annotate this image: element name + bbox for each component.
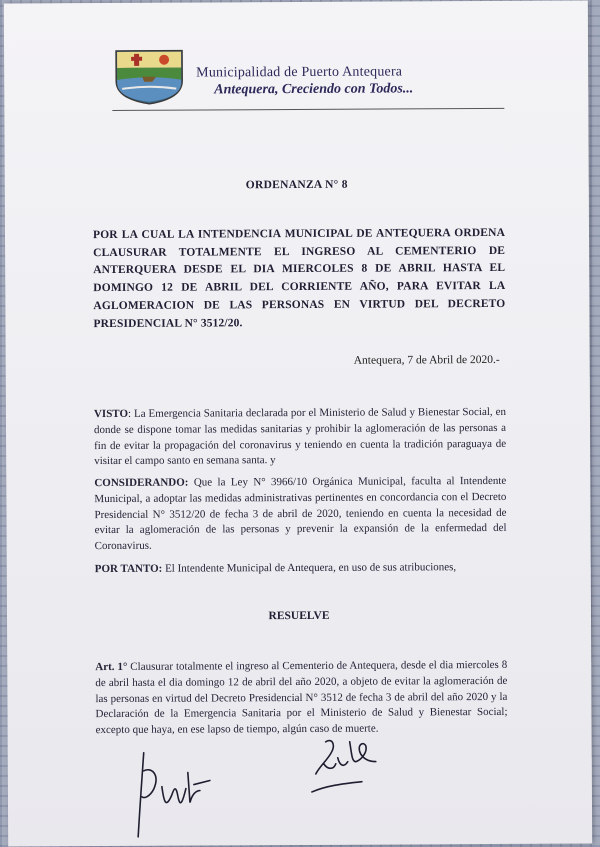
signature-right — [306, 734, 384, 800]
por-tanto-text: El Intendente Municipal de Antequera, en uso de sus atribuciones, — [162, 561, 457, 575]
document-date: Antequera, 7 de Abril de 2020.- — [353, 353, 500, 367]
article-1-paragraph — [95, 658, 507, 739]
visto-label: VISTO — [93, 407, 129, 421]
signature-left — [132, 744, 223, 840]
considerando-paragraph — [94, 474, 506, 555]
document-page — [4, 0, 592, 846]
ordinance-title: ORDENANZA N° 8 — [245, 178, 348, 192]
visto-paragraph — [94, 405, 506, 470]
por-tanto-paragraph — [95, 560, 507, 578]
considerando-text: Que la Ley N° 3966/10 Orgánica Municipal, faculta al Intendente Municipal, a adoptar las medidas administrativas pertinentes en concordancia con el Decreto Presidencial N° 3512/20 de fecha 3 de abril de 2020, teniendo en cuenta la necesidad de evitar la aglomeración de las personas y prevenir la expansión de la enfermedad del Coronavirus. — [94, 474, 507, 553]
ordinance-heading: POR LA CUAL LA INTENDENCIA MUNICIPAL DE ANTEQUERA ORDENA CLAUSURAR TOTALMENTE EL INGRESO AL CEMENTERIO DE ANTERQUERA DESDE EL DIA MIERCOLES 8 DE ABRIL HASTA EL DOMINGO 12 DE ABRIL DEL CORRIENTE AÑO, PARA EVITAR LA AGLOMERACION DE LAS PERSONAS EN VIRTUD DEL DECRETO PRESIDENCIAL N° 3512/20. — [92, 226, 506, 330]
resuelve-heading: RESUELVE — [268, 609, 330, 623]
article-1-label: Art. 1° — [95, 660, 128, 674]
por-tanto-label: POR TANTO: — [94, 562, 163, 576]
letterhead-divider — [112, 108, 504, 111]
article-1-text: Clausurar totalmente el ingreso al Cementerio de Antequera, desde el dia miercoles 8 de abril hasta el dia domingo 12 de abril del año 2020, a objeto de evitar la aglomeración de las personas en virtud del Decreto Presidencial N° 3512 de fecha 3 de abril del año 2020 y la Declaración de la Emergencia Sanitaria por el Ministerio de Salud y Bienestar Social; excepto que haya, en ese lapso de tiempo, algún caso de muerte. — [95, 658, 508, 737]
municipality-slogan: Antequera, Creciendo con Todos... — [214, 81, 414, 98]
municipal-crest-icon — [112, 47, 186, 105]
considerando-label: CONSIDERANDO: — [94, 476, 189, 490]
visto-text: : La Emergencia Sanitaria declarada por el Ministerio de Salud y Bienestar Social, en donde se dispone tomar las medidas sanitarias y prohibir la aglomeración de las personas a fin de evitar la propagación del coronavirus y teniendo en cuenta la tradición paraguaya de visitar el campo santo en semana santa. y — [93, 405, 507, 468]
municipality-name: Municipalidad de Puerto Antequera — [196, 64, 403, 81]
